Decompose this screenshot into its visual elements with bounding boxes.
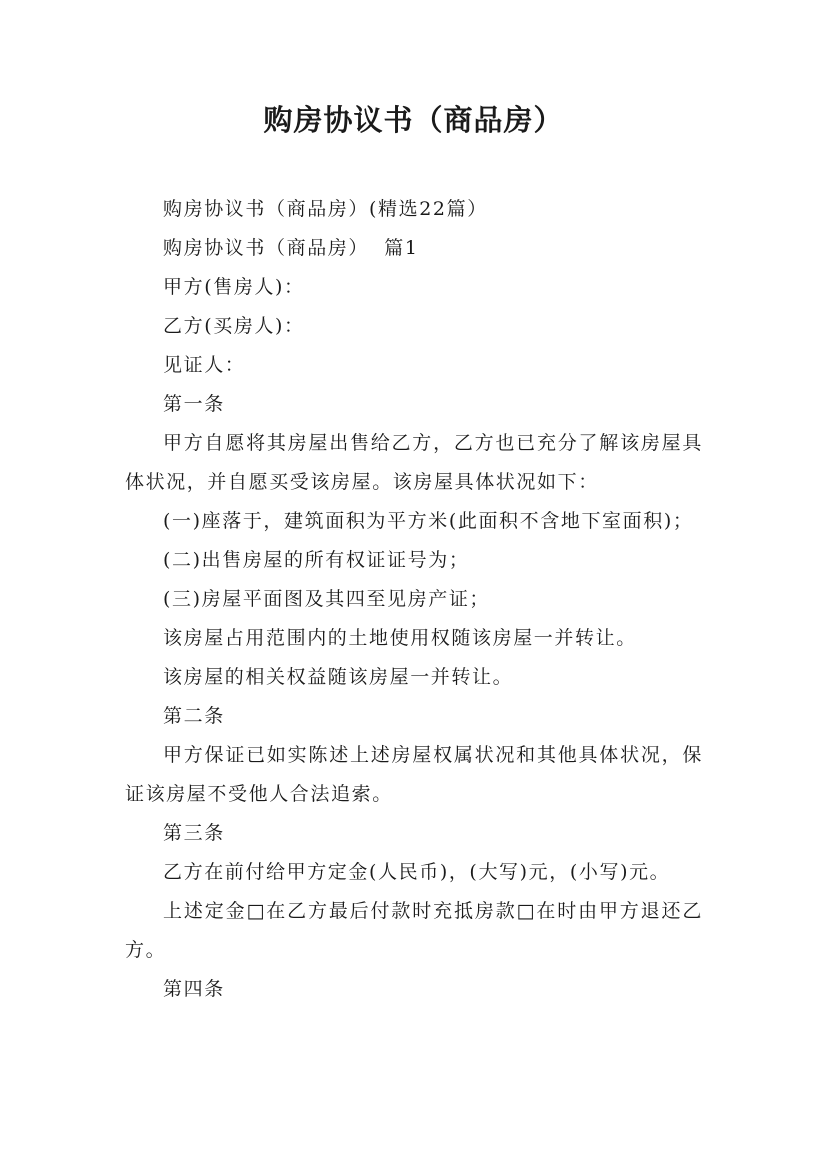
paragraph-article-1: 第一条 xyxy=(163,393,225,415)
paragraph-item-3: (三)房屋平面图及其四至见房产证； xyxy=(163,588,491,610)
paragraph-article-2-text: 甲方保证已如实陈述上述房屋权属状况和其他具体状况，保证该房屋不受他人合法追索。 xyxy=(125,744,703,805)
paragraph-collection-title: 购房协议书（商品房）(精选22篇） xyxy=(163,198,488,220)
paragraph-deposit-terms: 上述定金□在乙方最后付款时充抵房款□在时由甲方退还乙方。 xyxy=(125,900,703,961)
paragraph-item-1: (一)座落于，建筑面积为平方米(此面积不含地下室面积)； xyxy=(163,510,694,532)
paragraph-item-2: (二)出售房屋的所有权证证号为； xyxy=(163,549,470,571)
paragraph-article-4: 第四条 xyxy=(163,978,225,1000)
paragraph-deposit: 乙方在前付给甲方定金(人民币)，(大写)元，(小写)元。 xyxy=(163,861,671,883)
paragraph-rights: 该房屋的相关权益随该房屋一并转让。 xyxy=(163,666,514,688)
paragraph-party-a: 甲方(售房人)： xyxy=(163,276,305,298)
paragraph-article-3: 第三条 xyxy=(163,822,225,844)
paragraph-article-2: 第二条 xyxy=(163,705,225,727)
document-body xyxy=(125,190,703,1009)
document-title: 购房协议书（商品房） xyxy=(263,103,564,137)
paragraph-section-heading: 购房协议书（商品房） 篇1 xyxy=(163,237,419,259)
paragraph-land-use: 该房屋占用范围内的土地使用权随该房屋一并转让。 xyxy=(163,627,637,649)
paragraph-party-b: 乙方(买房人)： xyxy=(163,315,305,337)
paragraph-article-1-text: 甲方自愿将其房屋出售给乙方，乙方也已充分了解该房屋具体状况，并自愿买受该房屋。该房屋具体状况如下： xyxy=(125,432,703,493)
paragraph-witness: 见证人： xyxy=(163,354,246,376)
